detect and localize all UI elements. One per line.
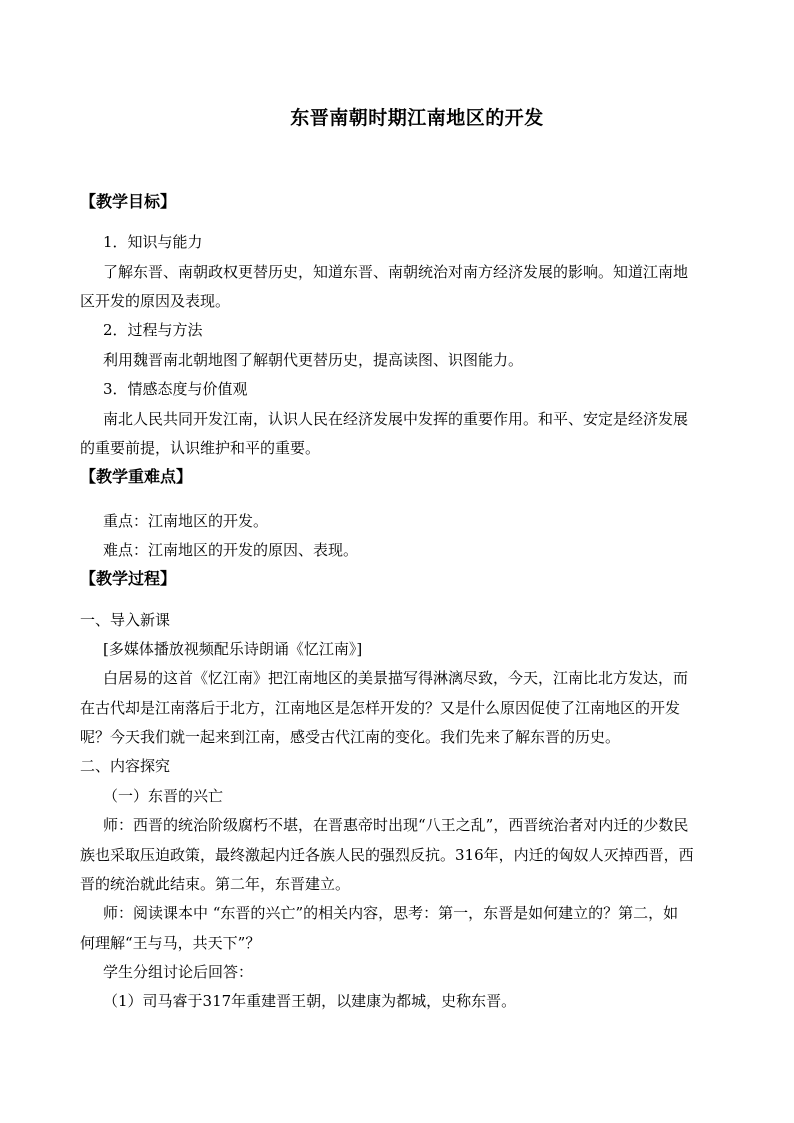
paragraph-line: 晋的统治就此结束。第二年，东晋建立。 <box>80 875 351 893</box>
section-heading-process: 【教学过程】 <box>80 569 177 588</box>
paragraph-line: 白居易的这首《忆江南》把江南地区的美景描写得淋漓尽致，今天，江南比北方发达，而 <box>103 669 689 687</box>
paragraph-line: [多媒体播放视频配乐诗朗诵《忆江南》] <box>103 640 363 658</box>
subheading-intro: 一、导入新课 <box>80 611 171 629</box>
subheading-content: 二、内容探究 <box>80 757 171 775</box>
subheading-eastern-jin: （一）东晋的兴亡 <box>103 787 224 805</box>
paragraph-line: 利用魏晋南北朝地图了解朝代更替历史，提高读图、识图能力。 <box>103 351 524 369</box>
document-title: 东晋南朝时期江南地区的开发 <box>290 107 544 129</box>
paragraph-line: 呢？今天我们就一起来到江南，感受古代江南的变化。我们先来了解东晋的历史。 <box>80 728 621 746</box>
paragraph-line: 师：西晋的统治阶级腐朽不堪，在晋惠帝时出现“八王之乱”，西晋统治者对内迁的少数民 <box>103 816 689 834</box>
paragraph-line: 师：阅读课本中 “东晋的兴亡”的相关内容，思考：第一，东晋是如何建立的？第二，如 <box>103 904 679 922</box>
paragraph-line: （1）司马睿于317年重建晋王朝，以建康为都城，史称东晋。 <box>103 992 517 1010</box>
subheading-values: 3．情感态度与价值观 <box>103 380 248 398</box>
section-heading-key-points: 【教学重难点】 <box>80 467 193 486</box>
paragraph-line: 学生分组讨论后回答： <box>103 963 254 981</box>
paragraph-line: 难点：江南地区的开发的原因、表现。 <box>103 541 359 559</box>
subheading-knowledge: 1．知识与能力 <box>103 233 203 251</box>
subheading-process: 2．过程与方法 <box>103 321 203 339</box>
paragraph-line: 了解东晋、南朝政权更替历史，知道东晋、南朝统治对南方经济发展的影响。知道江南地 <box>103 263 689 281</box>
paragraph-line: 的重要前提，认识维护和平的重要。 <box>80 439 321 457</box>
paragraph-line: 在古代却是江南落后于北方，江南地区是怎样开发的？又是什么原因促使了江南地区的开发 <box>80 699 681 717</box>
paragraph-line: 族也采取压迫政策，最终激起内迁各族人民的强烈反抗。316年，内迁的匈奴人灭掉西晋，西 <box>80 846 694 864</box>
paragraph-line: 区开发的原因及表现。 <box>80 292 231 310</box>
paragraph-line: 南北人民共同开发江南，认识人民在经济发展中发挥的重要作用。和平、安定是经济发展 <box>103 410 689 428</box>
section-heading-goals: 【教学目标】 <box>80 192 177 211</box>
paragraph-line: 何理解“王与马，共天下”？ <box>80 934 261 952</box>
paragraph-line: 重点：江南地区的开发。 <box>103 512 269 530</box>
